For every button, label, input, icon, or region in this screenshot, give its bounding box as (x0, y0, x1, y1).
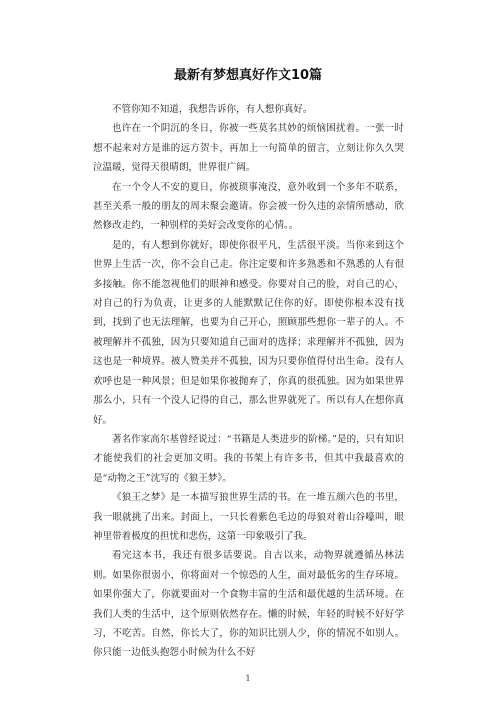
paragraph: 不管你知不知道，我想告诉你，有人想你真好。 (112, 104, 313, 115)
paragraph: 在一个令人不安的夏日，你被琐事淹没，意外收到一个多年不联系，甚至关系一般的朋友的周末聚会邀请。你会被一份久违的亲情所感动，欣然修改走约，一种别样的美好会改变你的心情。。 (93, 181, 404, 232)
paragraph: 著名作家高尔基曾经说过：“书籍是人类进步的阶梯。”是的，只有知识才能使我们的社会更加文明。我的书架上有许多书，但其中我最喜欢的是“动物之王”沈写的《狼王梦》。 (93, 433, 404, 484)
paragraph: 是的，有人想到你就好，即使你很平凡，生活很平淡。当你来到这个世界上生活一次，你不会自己走。你注定要和许多熟悉和不熟悉的人有很多接触。你不能忽视他们的眼神和感受。你要对自己的脸，对自己的心，对自己的行为负责，让更多的人能默默记住你的好。即使你根本没有找到，找到了也无法理解，也要为自己开心，照顾那些想你一辈子的人。不被理解并不孤独，因为只要知道自己面对的选择；求理解并不孤独，因为这也是一种境界。被人赞美并不孤独，因为只要你值得付出生命。没有人欢呼也是一种风景；但是如果你被抛弃了，你真的很孤独。因为如果世界那么小，只有一个没人记得的自己，那么世界就死了。所以有人在想你真好。 (93, 239, 404, 426)
paragraph: 也许在一个阴沉的冬日，你被一些莫名其妙的烦恼困扰着。一张一时想不起来对方是谁的远方贺卡，再加上一句简单的留言，立刻让你久久哭泣温暖，觉得天很晴朗，世界很广阔。 (93, 123, 404, 174)
page-number: 1 (245, 674, 251, 683)
document-title: 最新有梦想真好作文10篇 (173, 68, 323, 83)
document-body (93, 100, 404, 663)
paragraph: 《狼王之梦》是一本描写狼世界生活的书。在一堆五颜六色的书里，我一眼就挑了出来。封面上，一只长着紫色毛边的母狼对着山谷嚎叫，眼神里带着极度的担忧和悲伤，这第一印象吸引了我。 (93, 492, 404, 542)
paragraph: 看完这本书，我还有很多话要说。自古以来，动物界就遵循丛林法则。如果你很弱小，你将面对一个惊恐的人生，面对最低劣的生存环境。如果你强大了，你就要面对一个食物丰富的生活和最优越的生活环境。在我们人类的生活中，这个原则依然存在。懒的时候，年轻的时候不好好学习，不吃苦。自然，你长大了，你的知识比别人少，你的情况不如别人。你只能一边低头抱怨小时候为什么不好 (93, 550, 404, 659)
